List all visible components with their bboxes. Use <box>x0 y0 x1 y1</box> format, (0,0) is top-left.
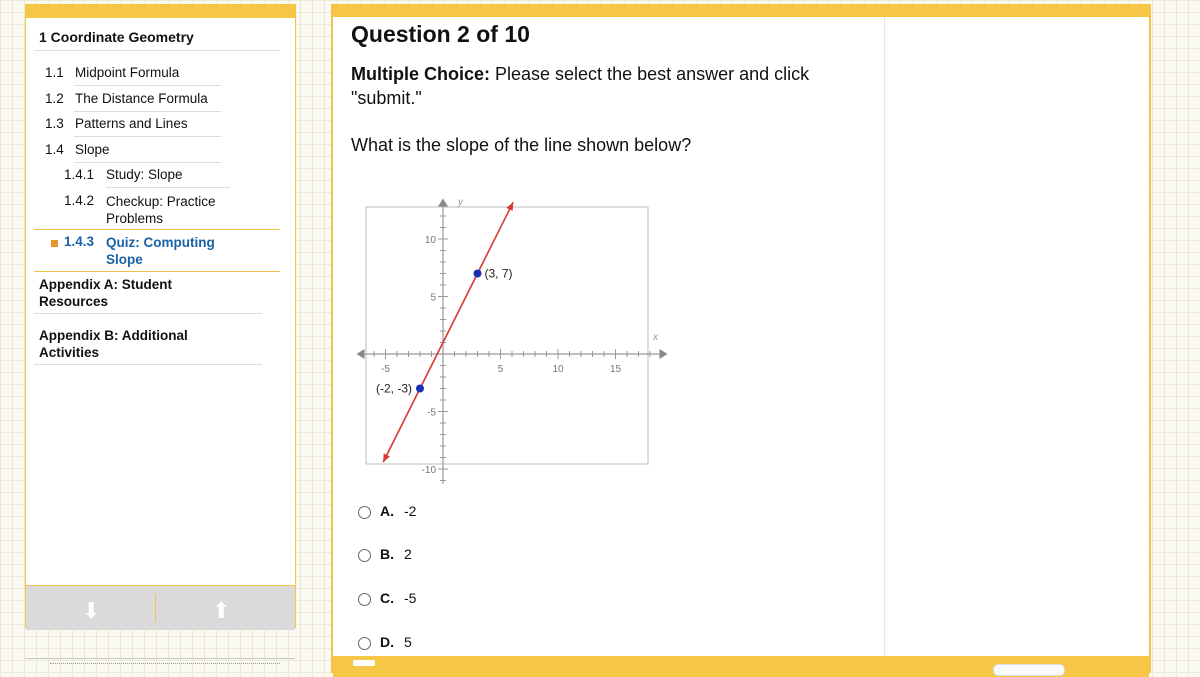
choice-b[interactable] <box>358 546 412 562</box>
toc-item-label: Midpoint Formula <box>75 65 180 80</box>
toc-item-number: 1.4 <box>45 142 64 157</box>
x-axis-arrow-right <box>660 349 668 359</box>
up-arrow-icon[interactable]: ⬆ <box>212 598 231 623</box>
question-panel <box>331 4 1151 673</box>
radio-button[interactable] <box>358 549 371 562</box>
choice-d[interactable] <box>358 634 412 650</box>
divider <box>74 85 221 86</box>
point-label: (3, 7) <box>484 266 513 281</box>
graph-frame <box>366 207 648 464</box>
footer-handle[interactable] <box>353 660 375 666</box>
y-tick-label: 5 <box>430 292 436 304</box>
question-footer-bar <box>333 656 1149 677</box>
toc-item-quiz-computing-slope[interactable] <box>64 234 231 268</box>
divider <box>74 111 221 112</box>
question-prompt: What is the slope of the line shown below? <box>351 135 692 155</box>
toc-item-label: Study: Slope <box>106 167 183 182</box>
toc-item-midpoint-formula[interactable] <box>45 65 179 80</box>
toc-item-patterns-and-lines[interactable] <box>45 116 188 131</box>
appendix-b-link[interactable]: Appendix B: Additional Activities <box>39 328 188 360</box>
y-axis-arrow-up <box>438 199 448 207</box>
toc-item-label: Checkup: Practice Problems <box>106 194 216 226</box>
divider <box>884 17 885 657</box>
radio-button[interactable] <box>358 593 371 606</box>
y-axis-label: y <box>458 197 463 208</box>
choice-value: -2 <box>404 503 417 519</box>
divider <box>74 136 221 137</box>
divider <box>106 187 230 188</box>
toc-item-checkup-practice-problems[interactable] <box>64 193 236 227</box>
footer-slot[interactable] <box>993 664 1065 676</box>
y-tick-label: -10 <box>421 465 436 476</box>
divider <box>34 313 262 314</box>
x-axis-arrow-left <box>357 349 365 359</box>
divider <box>50 663 280 668</box>
choice-value: 2 <box>404 546 412 562</box>
x-tick-label: -5 <box>381 364 390 375</box>
divider <box>74 162 221 163</box>
divider <box>34 364 262 365</box>
point-label: (-2, -3) <box>376 381 412 396</box>
down-arrow-icon[interactable]: ⬇ <box>82 598 101 623</box>
toc-item-number: 1.1 <box>45 65 64 80</box>
sidebar <box>25 4 296 628</box>
toc-item-number: 1.2 <box>45 91 64 106</box>
toc-item-number: 1.3 <box>45 116 64 131</box>
radio-button[interactable] <box>358 637 371 650</box>
toc-item-label: The Distance Formula <box>75 91 208 106</box>
coordinate-graph <box>353 194 683 484</box>
divider <box>34 271 280 272</box>
toc-item-study-slope[interactable] <box>64 167 183 182</box>
choice-value: 5 <box>404 634 412 650</box>
y-tick-label: -5 <box>427 407 436 419</box>
question-title: Question 2 of 10 <box>351 21 530 47</box>
active-marker <box>51 240 58 247</box>
radio-button[interactable] <box>358 506 371 519</box>
choice-c[interactable] <box>358 590 416 606</box>
toc-item-slope[interactable] <box>45 142 110 157</box>
toc-item-number: 1.4.2 <box>64 193 95 208</box>
appendix-a-link[interactable]: Appendix A: Student Resources <box>39 277 172 309</box>
toc-item-number: 1.4.1 <box>64 167 95 182</box>
x-axis-label: x <box>653 332 658 343</box>
divider <box>155 594 156 622</box>
toc-item-distance-formula[interactable] <box>45 91 208 106</box>
choice-letter: C. <box>380 590 394 606</box>
x-tick-label: 10 <box>552 364 564 375</box>
instruction-text: Please select the best answer and click "submit." <box>351 64 810 108</box>
toc-item-label: Slope <box>75 142 110 157</box>
toc-item-number: 1.4.3 <box>64 234 95 249</box>
question-header-bar <box>333 4 1149 17</box>
graph-point <box>416 385 424 393</box>
sidebar-header-bar <box>26 5 295 18</box>
divider <box>34 50 280 51</box>
x-tick-label: 15 <box>609 364 622 375</box>
divider <box>34 229 280 230</box>
toc-item-label: Quiz: Computing Slope <box>106 235 215 267</box>
toc-title[interactable]: 1 Coordinate Geometry <box>39 29 194 45</box>
choice-letter: A. <box>380 503 394 519</box>
question-instructions <box>351 62 871 110</box>
y-tick-label: 10 <box>424 235 436 246</box>
graph-point <box>474 270 482 278</box>
divider <box>25 658 295 659</box>
toc-item-label: Patterns and Lines <box>75 116 188 131</box>
sidebar-nav-bar <box>26 585 295 630</box>
choice-letter: B. <box>380 546 394 562</box>
choice-value: -5 <box>404 590 417 606</box>
choice-letter: D. <box>380 634 394 650</box>
x-tick-label: 5 <box>497 364 504 375</box>
instruction-label: Multiple Choice: <box>351 64 490 84</box>
choice-a[interactable] <box>358 503 416 519</box>
